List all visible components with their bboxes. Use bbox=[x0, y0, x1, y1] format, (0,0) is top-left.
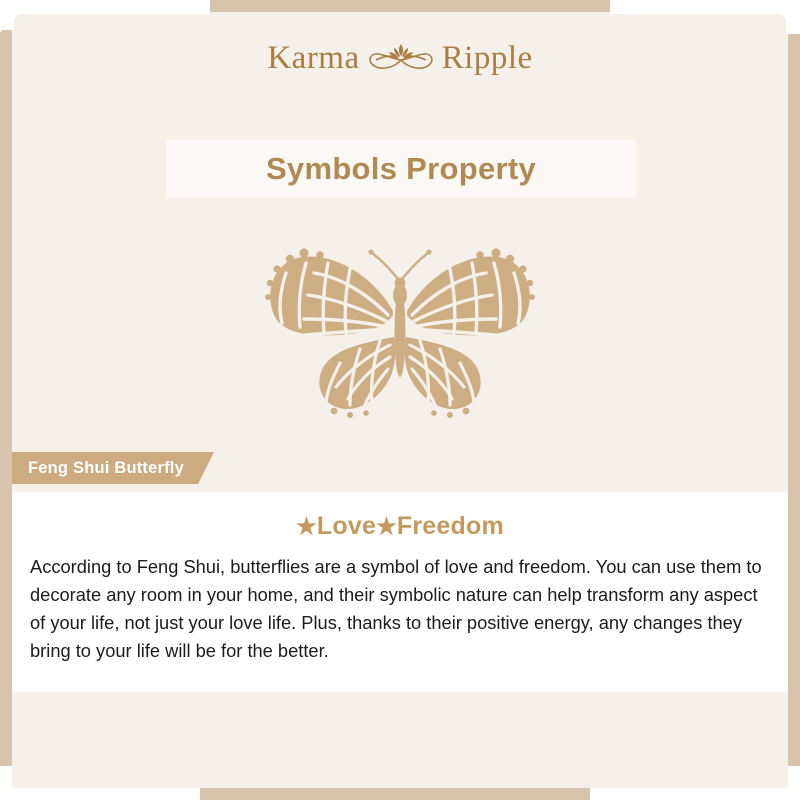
ribbon-label: Feng Shui Butterfly bbox=[28, 458, 184, 477]
butterfly-illustration bbox=[0, 218, 800, 448]
subtitle-freedom: Freedom bbox=[396, 512, 504, 540]
title-band bbox=[166, 140, 636, 198]
lotus-infinity-icon bbox=[364, 38, 438, 78]
subtitle bbox=[12, 512, 788, 541]
bottom-filler bbox=[12, 692, 788, 788]
butterfly-icon bbox=[230, 233, 570, 433]
status-badge bbox=[12, 452, 198, 484]
brand-logo bbox=[0, 38, 800, 78]
body-paragraph: According to Feng Shui, butterflies are a symbol of love and freedom. You can use them to decorate any room in your home, and their symbolic nature can help transform any aspect of your life, not just your love life. Plus, thanks to their positive energy, any changes they bring to your life will be for the better. bbox=[30, 556, 762, 661]
brand-word-left: Karma bbox=[267, 39, 360, 76]
brand-word-right: Ripple bbox=[441, 39, 533, 76]
star-icon-left: ★ bbox=[296, 513, 317, 539]
page-title: Symbols Property bbox=[265, 151, 537, 186]
subtitle-love: Love bbox=[316, 512, 377, 540]
corner-notch-top-left bbox=[0, 0, 210, 14]
star-icon-middle: ★ bbox=[376, 513, 397, 539]
description-panel bbox=[12, 492, 788, 692]
